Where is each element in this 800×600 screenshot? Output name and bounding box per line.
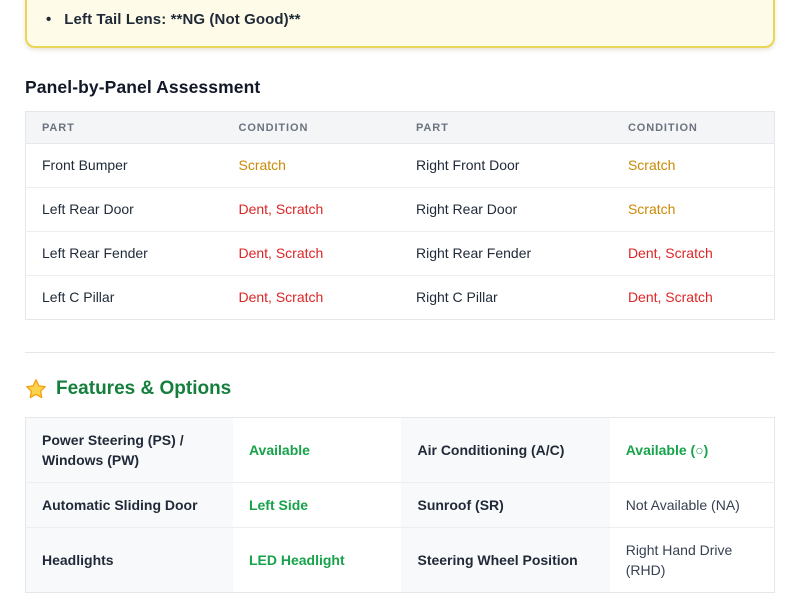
feature-label-cell: Steering Wheel Position bbox=[401, 528, 609, 593]
part-cell: Left C Pillar bbox=[26, 276, 223, 320]
feature-label-cell: Power Steering (PS) / Windows (PW) bbox=[26, 418, 233, 483]
condition-cell: Dent, Scratch bbox=[612, 276, 775, 320]
features-title bbox=[25, 378, 775, 400]
condition-cell: Dent, Scratch bbox=[222, 276, 400, 320]
issues-alert-box bbox=[25, 0, 775, 48]
bullet-icon: • bbox=[46, 11, 52, 28]
part-cell: Right C Pillar bbox=[400, 276, 612, 320]
feature-value-cell: Right Hand Drive (RHD) bbox=[610, 528, 775, 593]
part-cell: Right Front Door bbox=[400, 144, 612, 188]
panel-table-header bbox=[26, 112, 775, 144]
part-cell: Left Rear Door bbox=[26, 188, 223, 232]
feature-table-row bbox=[26, 483, 775, 528]
panel-table-row bbox=[26, 144, 775, 188]
feature-label-cell: Headlights bbox=[26, 528, 233, 593]
feature-value-cell: Available (○) bbox=[610, 418, 775, 483]
feature-label-cell: Sunroof (SR) bbox=[401, 483, 609, 528]
section-divider bbox=[25, 352, 775, 353]
part-column-header: PART bbox=[400, 112, 612, 144]
feature-label-cell: Air Conditioning (A/C) bbox=[401, 418, 609, 483]
part-cell: Left Rear Fender bbox=[26, 232, 223, 276]
feature-value-cell: Available bbox=[233, 418, 402, 483]
panel-assessment-table bbox=[25, 111, 775, 320]
panel-table-row bbox=[26, 232, 775, 276]
condition-cell: Scratch bbox=[612, 188, 775, 232]
part-column-header: PART bbox=[26, 112, 223, 144]
part-cell: Right Rear Door bbox=[400, 188, 612, 232]
condition-cell: Dent, Scratch bbox=[222, 188, 400, 232]
condition-cell: Dent, Scratch bbox=[222, 232, 400, 276]
star-icon bbox=[25, 378, 47, 400]
feature-value-cell: Not Available (NA) bbox=[610, 483, 775, 528]
features-title-text: Features & Options bbox=[56, 378, 232, 399]
features-options-table bbox=[25, 417, 775, 593]
feature-value-cell: Left Side bbox=[233, 483, 402, 528]
alert-list-item bbox=[43, 10, 749, 30]
part-cell: Front Bumper bbox=[26, 144, 223, 188]
feature-value-cell: LED Headlight bbox=[233, 528, 402, 593]
panel-assessment-title: Panel-by-Panel Assessment bbox=[25, 77, 261, 97]
panel-table-row bbox=[26, 188, 775, 232]
panel-table-row bbox=[26, 276, 775, 320]
part-cell: Right Rear Fender bbox=[400, 232, 612, 276]
condition-column-header: CONDITION bbox=[612, 112, 775, 144]
condition-cell: Dent, Scratch bbox=[612, 232, 775, 276]
condition-column-header: CONDITION bbox=[222, 112, 400, 144]
alert-item-text: Left Tail Lens: **NG (Not Good)** bbox=[64, 11, 301, 28]
feature-label-cell: Automatic Sliding Door bbox=[26, 483, 233, 528]
feature-table-row bbox=[26, 418, 775, 483]
feature-table-row bbox=[26, 528, 775, 593]
condition-cell: Scratch bbox=[612, 144, 775, 188]
condition-cell: Scratch bbox=[222, 144, 400, 188]
